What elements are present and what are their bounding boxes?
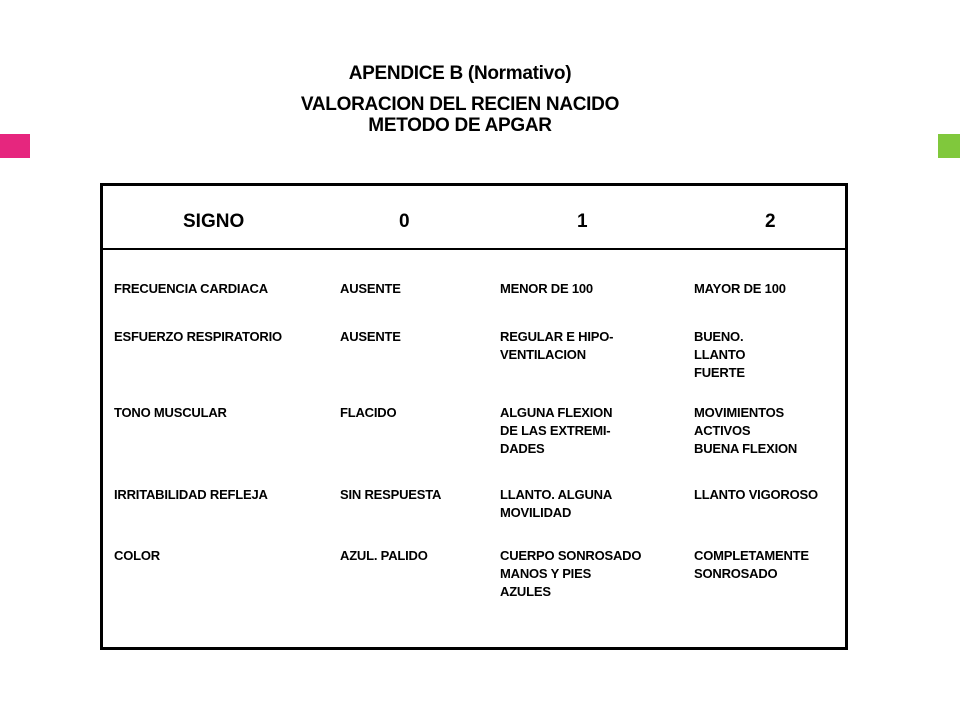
score-2-cell: BUENO. LLANTO FUERTE (694, 329, 746, 380)
subtitle-line-1: VALORACION DEL RECIEN NACIDO (300, 94, 620, 115)
score-0-cell: FLACIDO (340, 405, 397, 420)
score-2-cell: MOVIMIENTOS ACTIVOS BUENA FLEXION (694, 405, 798, 456)
sign-cell: FRECUENCIA CARDIACA (114, 281, 268, 296)
apgar-table (100, 183, 848, 650)
table-header-row (103, 186, 845, 250)
score-0-cell: AUSENTE (340, 329, 401, 344)
score-1-cell: CUERPO SONROSADO MANOS Y PIES AZULES (500, 548, 642, 599)
green-slide-marker (938, 134, 960, 158)
score-1-cell: MENOR DE 100 (500, 281, 593, 296)
score-1-cell: LLANTO. ALGUNA MOVILIDAD (500, 487, 613, 520)
appendix-heading: APENDICE B (Normativo) (348, 63, 572, 84)
score-0-cell: AUSENTE (340, 281, 401, 296)
score-2-cell: LLANTO VIGOROSO (694, 487, 818, 502)
pink-slide-marker (0, 134, 30, 158)
sign-cell: COLOR (114, 548, 160, 563)
header-score-1: 1 (577, 211, 588, 232)
score-0-cell: AZUL. PALIDO (340, 548, 428, 563)
header-score-2: 2 (765, 211, 776, 232)
score-2-cell: COMPLETAMENTE SONROSADO (694, 548, 809, 581)
header-score-0: 0 (399, 211, 410, 232)
score-1-cell: ALGUNA FLEXION DE LAS EXTREMI- DADES (500, 405, 613, 456)
score-0-cell: SIN RESPUESTA (340, 487, 442, 502)
title-block (240, 62, 680, 136)
sign-cell: ESFUERZO RESPIRATORIO (114, 329, 282, 344)
sign-cell: TONO MUSCULAR (114, 405, 227, 420)
sign-cell: IRRITABILIDAD REFLEJA (114, 487, 268, 502)
score-2-cell: MAYOR DE 100 (694, 281, 786, 296)
score-1-cell: REGULAR E HIPO- VENTILACION (500, 329, 614, 362)
header-signo: SIGNO (183, 211, 245, 232)
subtitle-line-2: METODO DE APGAR (368, 115, 552, 136)
